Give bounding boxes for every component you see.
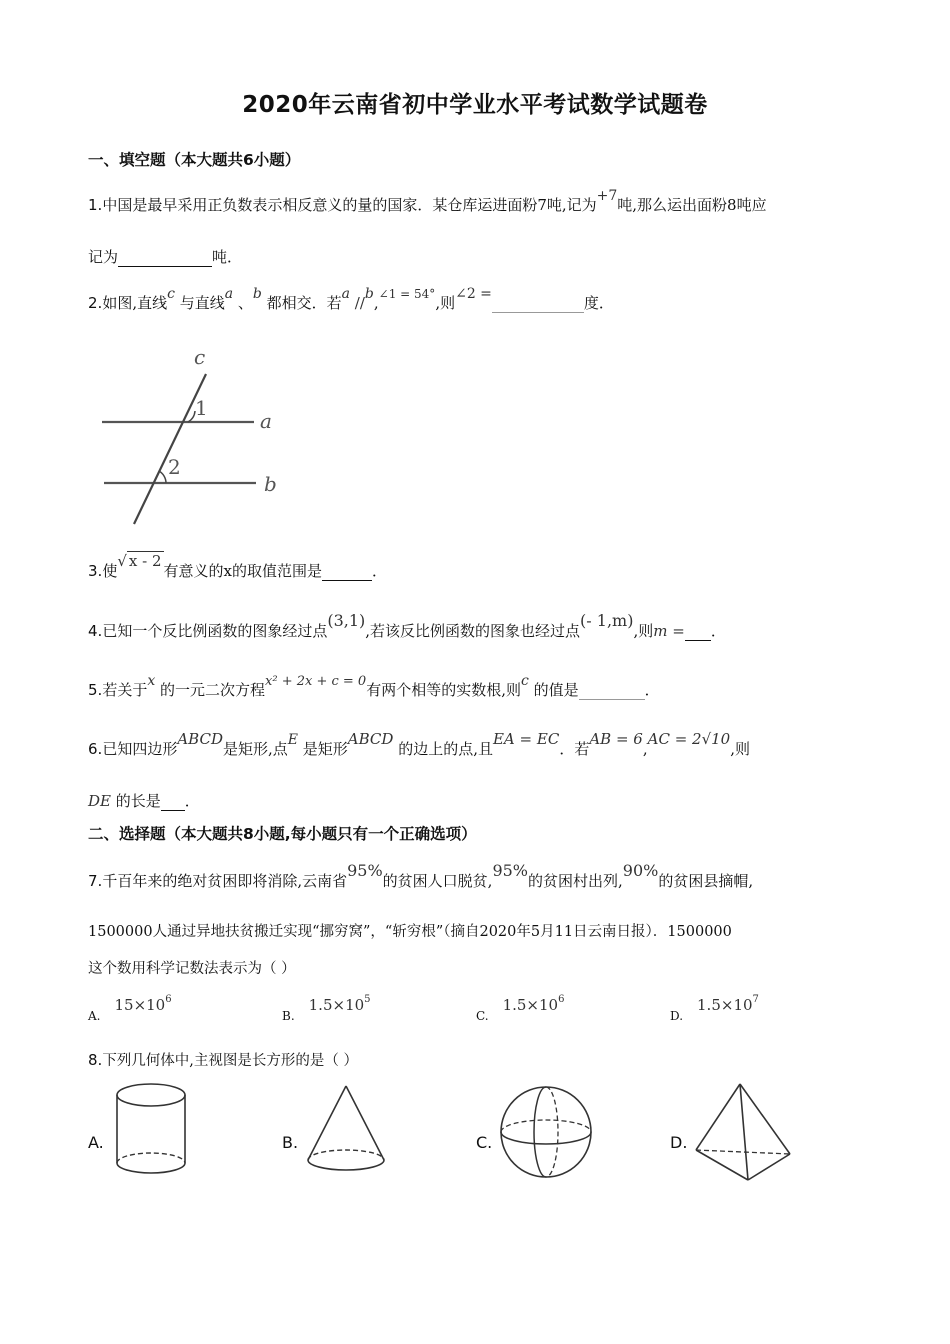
question-number: 7. bbox=[88, 872, 103, 890]
option-value: 1.5×10 bbox=[308, 996, 365, 1014]
math-percent: 90% bbox=[622, 861, 659, 880]
question-7-line-3: 这个数用科学记数法表示为（ ） bbox=[88, 961, 296, 977]
math-equation: AB = 6 bbox=[589, 730, 643, 748]
option-label: D. bbox=[670, 1009, 684, 1023]
math-point-1: (3,1) bbox=[327, 611, 366, 630]
math-angle-2: ∠2 = bbox=[455, 286, 492, 302]
label-a: a bbox=[260, 409, 272, 433]
option-b[interactable] bbox=[282, 994, 371, 1023]
option-exponent: 6 bbox=[558, 994, 565, 1005]
parallel-lines-figure bbox=[96, 340, 296, 530]
figure-label-c[interactable]: C. bbox=[476, 1133, 493, 1152]
question-text: ． bbox=[371, 562, 387, 580]
question-text: 如图,直线 bbox=[102, 294, 168, 312]
option-label: A. bbox=[88, 1009, 101, 1023]
question-text: 若关于 bbox=[102, 681, 148, 699]
math-var: ABCD bbox=[347, 730, 394, 748]
math-equation: x² + 2x + c = 0 bbox=[265, 674, 367, 689]
answer-blank[interactable] bbox=[161, 792, 185, 811]
math-point-2: (- 1,m) bbox=[580, 611, 634, 630]
option-value: 1.5×10 bbox=[502, 996, 559, 1014]
question-text: 是矩形 bbox=[302, 740, 348, 758]
question-text: ,若该反比例函数的图象也经过点 bbox=[365, 622, 581, 640]
question-text: 的贫困人口脱贫, bbox=[382, 872, 493, 890]
math-var: E bbox=[287, 732, 298, 748]
question-text: 是矩形,点 bbox=[222, 740, 288, 758]
question-number: 4. bbox=[88, 622, 103, 640]
question-text: 的一元二次方程 bbox=[160, 681, 266, 699]
question-number: 2. bbox=[88, 294, 103, 312]
math-sqrt: √ x - 2 bbox=[117, 552, 162, 570]
math-equation: EA = EC bbox=[492, 730, 560, 748]
label-angle-2: 2 bbox=[168, 455, 181, 479]
question-6-line-2 bbox=[88, 790, 200, 811]
question-8 bbox=[88, 1049, 358, 1070]
question-text: 已知四边形 bbox=[102, 740, 178, 758]
question-7-line-1 bbox=[88, 861, 754, 891]
option-label: C. bbox=[476, 1009, 489, 1023]
option-c[interactable] bbox=[476, 994, 565, 1023]
question-text: 的长是 bbox=[115, 792, 161, 810]
math-var: c bbox=[520, 673, 529, 689]
figure-label-b[interactable]: B. bbox=[282, 1133, 299, 1152]
math-var: a bbox=[341, 286, 351, 302]
question-text: 记为 bbox=[88, 248, 119, 266]
question-text: 的贫困村出列, bbox=[528, 872, 623, 890]
math-var: b bbox=[252, 286, 262, 302]
question-6-line-1 bbox=[88, 730, 751, 759]
label-c: c bbox=[194, 345, 206, 369]
option-exponent: 5 bbox=[364, 994, 371, 1005]
radicand: x - 2 bbox=[128, 552, 162, 570]
math-percent: 95% bbox=[347, 861, 383, 880]
question-text: 使 bbox=[102, 562, 118, 580]
angle-2-arc bbox=[159, 471, 166, 483]
question-text: ． bbox=[184, 792, 200, 810]
question-number: 3. bbox=[88, 562, 103, 580]
option-label: B. bbox=[282, 1009, 295, 1023]
question-text: 有两个相等的实数根,则 bbox=[366, 681, 521, 699]
label-b: b bbox=[264, 472, 277, 496]
math-equation: AC = 2√10 bbox=[647, 730, 731, 748]
cylinder-figure[interactable] bbox=[110, 1080, 194, 1180]
option-exponent: 7 bbox=[752, 994, 759, 1005]
math-angle-1: ∠1 = 54° bbox=[378, 287, 436, 301]
question-text: 的贫困县摘帽, bbox=[658, 872, 754, 890]
question-text: , bbox=[642, 740, 648, 758]
question-text: 下列几何体中,主视图是长方形的是（ ） bbox=[102, 1053, 359, 1069]
option-d[interactable] bbox=[670, 994, 759, 1023]
section-heading-multiple-choice: 二、选择题（本大题共8小题,每小题只有一个正确选项） bbox=[88, 825, 477, 843]
question-text: 有意义的x的取值范围是 bbox=[163, 562, 322, 580]
math-var: c bbox=[167, 286, 175, 302]
cone-figure[interactable] bbox=[300, 1082, 392, 1178]
question-text: 度． bbox=[583, 294, 614, 312]
question-text: 都相交．若 bbox=[266, 294, 342, 312]
angle-1-arc bbox=[188, 411, 195, 422]
question-5 bbox=[88, 673, 660, 700]
question-text: ,则 bbox=[633, 622, 654, 640]
math-var: b bbox=[364, 286, 374, 302]
question-1-line-1 bbox=[88, 188, 767, 215]
question-text: 与直线 bbox=[179, 294, 225, 312]
section-heading-fill-in: 一、填空题（本大题共6小题） bbox=[88, 151, 301, 169]
question-7-line-2: 1500000人通过异地扶贫搬迁实现“挪穷窝”，“斩穷根”（摘自2020年5月11日云南日报）．1500000 bbox=[88, 924, 732, 940]
option-value: 1.5×10 bbox=[697, 996, 753, 1014]
math-plus-seven: +7 bbox=[596, 188, 618, 204]
figure-label-a[interactable]: A. bbox=[88, 1133, 104, 1152]
question-1-line-2 bbox=[88, 246, 242, 267]
question-text: 千百年来的绝对贫困即将消除,云南省 bbox=[102, 872, 348, 890]
option-exponent: 6 bbox=[165, 994, 172, 1005]
question-text: , bbox=[373, 294, 379, 312]
math-var: DE bbox=[88, 792, 111, 810]
answer-blank[interactable] bbox=[579, 681, 645, 700]
question-text: 的边上的点,且 bbox=[398, 740, 493, 758]
math-percent: 95% bbox=[492, 861, 528, 880]
parallel-symbol: // bbox=[354, 294, 365, 312]
pyramid-figure[interactable] bbox=[690, 1080, 796, 1186]
math-var: x bbox=[147, 673, 156, 689]
question-text: ,则 bbox=[435, 294, 456, 312]
option-value: 15×10 bbox=[114, 996, 166, 1014]
answer-blank[interactable] bbox=[322, 562, 372, 581]
question-text: ． bbox=[710, 622, 726, 640]
question-3 bbox=[88, 552, 387, 581]
question-text: 中国是最早采用正负数表示相反意义的量的国家．某仓库运进面粉7吨,记为 bbox=[102, 196, 597, 214]
question-text: ． bbox=[644, 681, 660, 699]
question-4 bbox=[88, 611, 726, 641]
page-title: 2020年云南省初中学业水平考试数学试题卷 bbox=[242, 92, 708, 118]
sphere-figure[interactable] bbox=[496, 1082, 598, 1184]
question-number: 6. bbox=[88, 740, 103, 758]
question-number: 5. bbox=[88, 681, 103, 699]
figure-label-d[interactable]: D. bbox=[670, 1133, 688, 1152]
math-m-equals: m = bbox=[653, 622, 685, 640]
answer-blank[interactable] bbox=[492, 294, 584, 313]
question-text: ,则 bbox=[730, 740, 751, 758]
math-var: a bbox=[224, 286, 234, 302]
question-text: 已知一个反比例函数的图象经过点 bbox=[102, 622, 328, 640]
label-angle-1: 1 bbox=[195, 396, 208, 420]
math-var: ABCD bbox=[177, 730, 223, 748]
option-a[interactable] bbox=[88, 994, 172, 1023]
question-text: ．若 bbox=[559, 740, 590, 758]
question-number: 1. bbox=[88, 196, 103, 214]
question-text: 的值是 bbox=[533, 681, 579, 699]
question-text: 吨,那么运出面粉8吨应 bbox=[617, 196, 767, 214]
question-2 bbox=[88, 286, 614, 313]
question-text: 吨． bbox=[212, 248, 243, 266]
answer-blank[interactable] bbox=[118, 248, 212, 267]
question-number: 8. bbox=[88, 1051, 103, 1069]
question-text: 、 bbox=[237, 294, 253, 312]
answer-blank[interactable] bbox=[685, 622, 711, 641]
